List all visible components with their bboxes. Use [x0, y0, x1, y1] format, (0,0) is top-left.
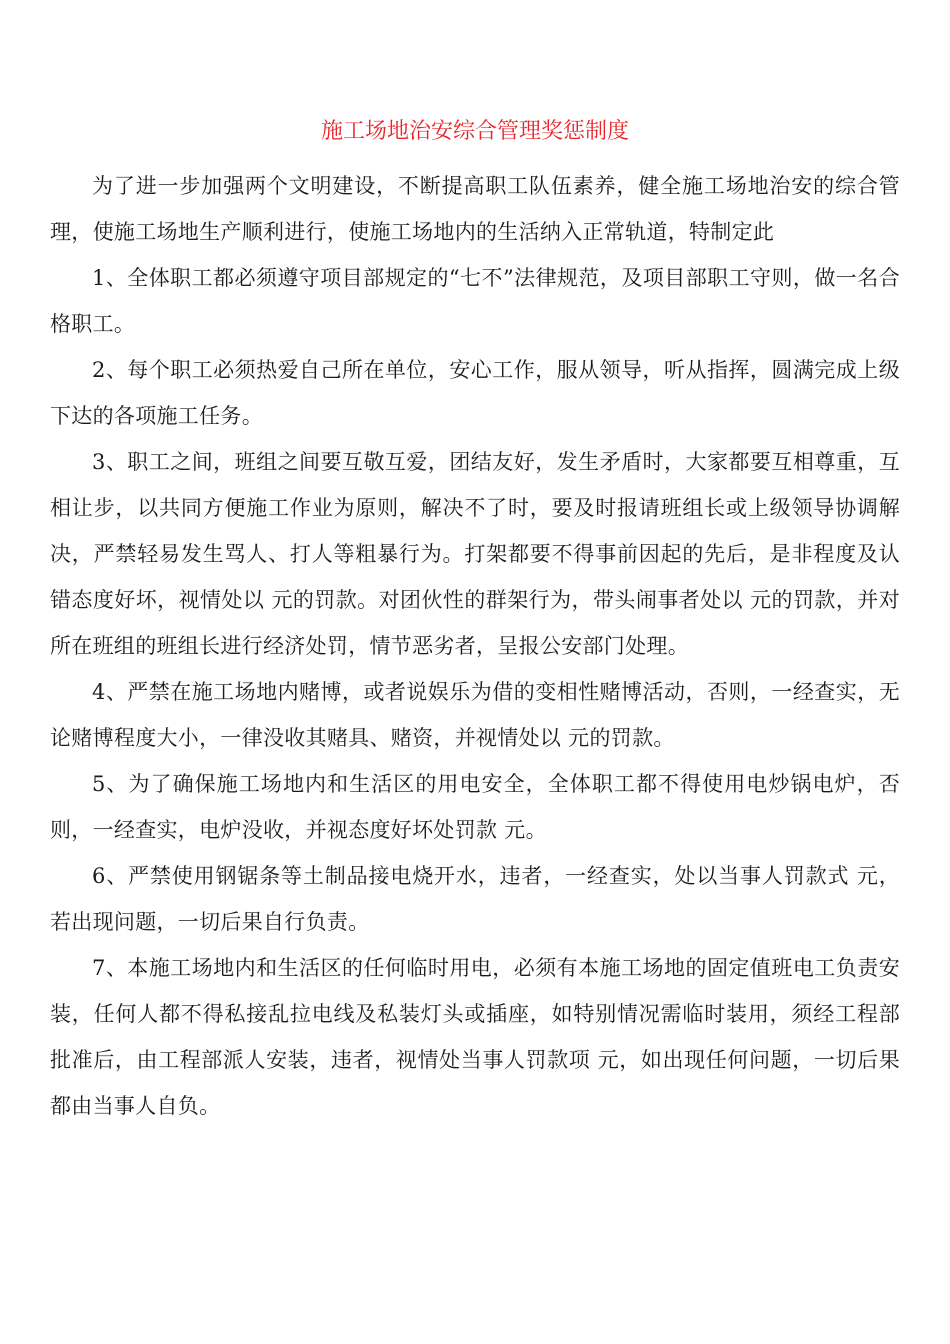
rule-3-paragraph: 3、职工之间，班组之间要互敬互爱，团结友好，发生矛盾时，大家都要互相尊重，互相让步，以共同方便施工作业为原则，解决不了时，要及时报请班组长或上级领导协调解决，严禁轻易发生骂人、打人等粗暴行为。打架都要不得事前因起的先后，是非程度及认错态度好坏，视情处以 元的罚款。对团伙性的群架行为，带头闹事者处以 元的罚款，并对所在班组的班组长进行经济处罚，情节恶劣者，呈报公安部门处理。	[50, 450, 900, 658]
intro-paragraph: 为了进一步加强两个文明建设，不断提高职工队伍素养，健全施工场地治安的综合管理，使施工场地生产顺利进行，使施工场地内的生活纳入正常轨道，特制定此	[50, 174, 900, 244]
rule-1-paragraph: 1、全体职工都必须遵守项目部规定的“七不”法律规范，及项目部职工守则，做一名合格职工。	[50, 266, 900, 336]
document-title: 施工场地治安综合管理奖惩制度	[320, 119, 629, 144]
rule-4-paragraph: 4、严禁在施工场地内赌博，或者说娱乐为借的变相性赌博活动，否则，一经查实，无论赌博程度大小，一律没收其赌具、赌资，并视情处以 元的罚款。	[50, 680, 900, 750]
rule-2-paragraph: 2、每个职工必须热爱自己所在单位，安心工作，服从领导，听从指挥，圆满完成上级下达的各项施工任务。	[50, 358, 900, 428]
rule-7-paragraph: 7、本施工场地内和生活区的任何临时用电，必须有本施工场地的固定值班电工负责安装，任何人都不得私接乱拉电线及私装灯头或插座，如特别情况需临时装用，须经工程部批准后，由工程部派人安装，违者，视情处当事人罚款项 元，如出现任何问题，一切后果都由当事人自负。	[50, 956, 900, 1118]
rule-5-paragraph: 5、为了确保施工场地内和生活区的用电安全，全体职工都不得使用电炒锅电炉，否则，一经查实，电炉没收，并视态度好坏处罚款 元。	[50, 772, 900, 842]
rule-6-paragraph: 6、严禁使用钢锯条等土制品接电烧开水，违者，一经查实，处以当事人罚款式 元，若出现问题，一切后果自行负责。	[50, 864, 900, 934]
